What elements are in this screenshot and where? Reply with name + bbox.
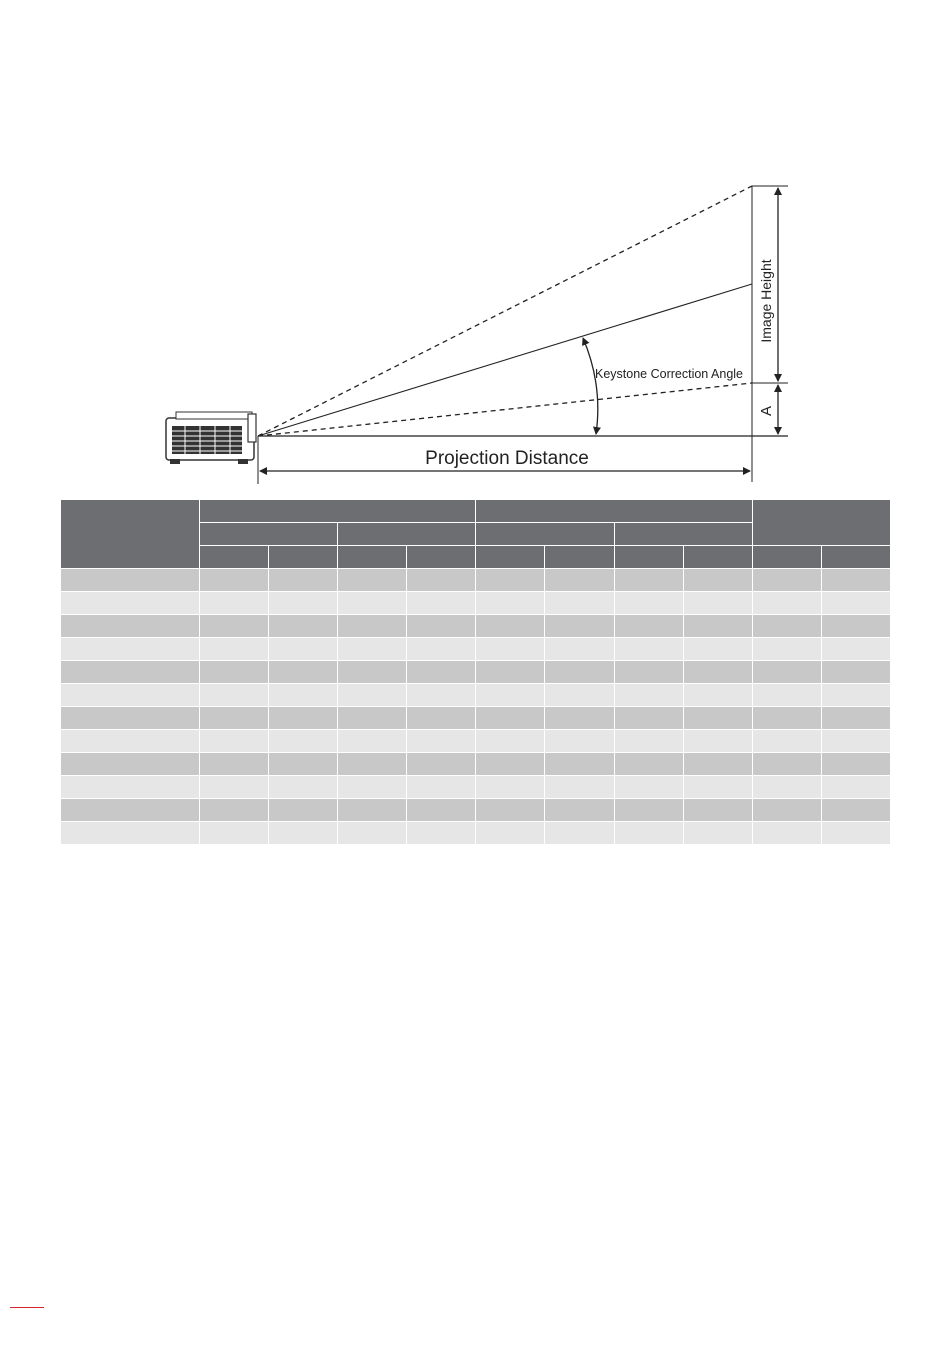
table-cell [545, 799, 614, 822]
table-cell [821, 776, 890, 799]
table-cell [545, 684, 614, 707]
table-header-cell [545, 546, 614, 569]
row-label-cell [61, 822, 199, 845]
table-cell [683, 822, 752, 845]
table-cell [476, 638, 545, 661]
table-cell [614, 707, 683, 730]
table-cell [683, 615, 752, 638]
table-cell [407, 753, 476, 776]
table-cell [268, 753, 337, 776]
table-cell [752, 638, 821, 661]
table-cell [614, 615, 683, 638]
table-cell [545, 730, 614, 753]
table-row [61, 822, 891, 845]
table-cell [199, 569, 268, 592]
table-cell [752, 799, 821, 822]
table-row [61, 592, 891, 615]
table-cell [821, 661, 890, 684]
table-header-cell [752, 500, 890, 546]
table-cell [476, 684, 545, 707]
table-cell [338, 822, 407, 845]
row-label-cell [61, 661, 199, 684]
table-cell [476, 799, 545, 822]
table-cell [545, 753, 614, 776]
row-label-cell [61, 753, 199, 776]
table-cell [614, 684, 683, 707]
table-cell [545, 638, 614, 661]
table-cell [821, 822, 890, 845]
table-cell [683, 592, 752, 615]
table-cell [821, 638, 890, 661]
table-cell [476, 592, 545, 615]
table-header-cell [338, 523, 476, 546]
table-cell [614, 569, 683, 592]
table-header-cell [614, 523, 752, 546]
table-cell [199, 661, 268, 684]
table-cell [407, 822, 476, 845]
table-cell [476, 753, 545, 776]
table-cell [752, 822, 821, 845]
table-cell [614, 799, 683, 822]
projection-distance-label: Projection Distance [425, 448, 589, 469]
table-cell [752, 592, 821, 615]
table-cell [199, 822, 268, 845]
projection-center-line [258, 284, 752, 436]
table-cell [407, 799, 476, 822]
table-cell [268, 776, 337, 799]
table-row [61, 799, 891, 822]
table-cell [476, 615, 545, 638]
table-cell [683, 684, 752, 707]
row-label-cell [61, 638, 199, 661]
table-cell [199, 799, 268, 822]
table-cell [752, 753, 821, 776]
table-cell [338, 684, 407, 707]
table-cell [821, 730, 890, 753]
table-cell [614, 776, 683, 799]
table-cell [338, 615, 407, 638]
table-cell [614, 592, 683, 615]
table-cell [545, 592, 614, 615]
table-cell [683, 707, 752, 730]
table-row [61, 615, 891, 638]
row-label-cell [61, 569, 199, 592]
table-header-cell [199, 546, 268, 569]
a-label: A [758, 405, 775, 417]
table-cell [199, 638, 268, 661]
table-cell [407, 638, 476, 661]
table-header-cell [614, 546, 683, 569]
image-height-label: Image Height [758, 259, 774, 343]
table-row [61, 753, 891, 776]
table-header-cell [407, 546, 476, 569]
table-cell [752, 684, 821, 707]
table-cell [821, 592, 890, 615]
table-cell [545, 822, 614, 845]
table-cell [199, 707, 268, 730]
table-header-cell [476, 500, 753, 523]
row-label-cell [61, 776, 199, 799]
table-row [61, 569, 891, 592]
table-cell [199, 753, 268, 776]
keystone-correction-label: Keystone Correction Angle [595, 367, 744, 381]
table-cell [407, 661, 476, 684]
table-cell [199, 730, 268, 753]
table-cell [683, 730, 752, 753]
table-cell [752, 730, 821, 753]
projection-top-dashed-line [258, 186, 752, 436]
table-row [61, 661, 891, 684]
table-header-cell [476, 523, 614, 546]
table-header-cell [338, 546, 407, 569]
table-cell [821, 684, 890, 707]
table-cell [268, 684, 337, 707]
table-cell [683, 661, 752, 684]
table-header-cell [683, 546, 752, 569]
table-cell [614, 822, 683, 845]
table-cell [821, 615, 890, 638]
table-cell [407, 684, 476, 707]
table-cell [476, 569, 545, 592]
projection-spec-table [61, 500, 891, 845]
table-header-cell [199, 500, 476, 523]
table-cell [338, 776, 407, 799]
table-cell [199, 615, 268, 638]
table-cell [821, 753, 890, 776]
table-cell [683, 638, 752, 661]
table-cell [199, 776, 268, 799]
table-cell [752, 707, 821, 730]
table-cell [407, 730, 476, 753]
table-row [61, 730, 891, 753]
table-cell [407, 776, 476, 799]
table-cell [338, 638, 407, 661]
table-cell [338, 799, 407, 822]
table-row [61, 707, 891, 730]
row-label-cell [61, 707, 199, 730]
projector-icon [166, 412, 256, 464]
table-cell [476, 730, 545, 753]
table-cell [476, 661, 545, 684]
table-cell [338, 661, 407, 684]
table-cell [199, 592, 268, 615]
table-cell [545, 776, 614, 799]
table-cell [545, 661, 614, 684]
table-cell [821, 569, 890, 592]
table-cell [476, 822, 545, 845]
table-cell [407, 615, 476, 638]
row-label-cell [61, 799, 199, 822]
table-cell [545, 707, 614, 730]
table-cell [476, 776, 545, 799]
table-row [61, 638, 891, 661]
table-row [61, 684, 891, 707]
table-cell [338, 753, 407, 776]
table-cell [614, 753, 683, 776]
table-cell [683, 753, 752, 776]
table-cell [752, 615, 821, 638]
table-cell [545, 615, 614, 638]
table-cell [614, 661, 683, 684]
row-label-cell [61, 615, 199, 638]
table-cell [338, 730, 407, 753]
table-cell [268, 707, 337, 730]
table-cell [268, 638, 337, 661]
table-header-cell [752, 546, 821, 569]
table-cell [338, 592, 407, 615]
table-cell [614, 730, 683, 753]
row-label-cell [61, 730, 199, 753]
table-row [61, 776, 891, 799]
table-cell [683, 569, 752, 592]
projection-diagram [0, 0, 950, 500]
table-cell [821, 799, 890, 822]
table-cell [683, 776, 752, 799]
table-cell [476, 707, 545, 730]
table-header-cell [821, 546, 890, 569]
table-cell [752, 661, 821, 684]
table-cell [407, 569, 476, 592]
table-cell [821, 707, 890, 730]
table-cell [268, 661, 337, 684]
table-cell [683, 799, 752, 822]
table-header-cell [199, 523, 337, 546]
table-cell [338, 707, 407, 730]
table-cell [268, 822, 337, 845]
footer-accent-line [10, 1307, 44, 1308]
table-cell [268, 569, 337, 592]
table-cell [268, 592, 337, 615]
table-cell [752, 776, 821, 799]
keystone-angle-arc [583, 338, 598, 434]
table-cell [268, 615, 337, 638]
table-cell [407, 707, 476, 730]
table-cell [268, 730, 337, 753]
table-cell [268, 799, 337, 822]
table-header-cell [61, 500, 199, 569]
table-cell [545, 569, 614, 592]
row-label-cell [61, 592, 199, 615]
table-cell [407, 592, 476, 615]
table-cell [752, 569, 821, 592]
table-header-cell [268, 546, 337, 569]
row-label-cell [61, 684, 199, 707]
table-cell [338, 569, 407, 592]
projection-bottom-dashed-line [258, 383, 752, 436]
table-cell [199, 684, 268, 707]
table-cell [614, 638, 683, 661]
table-header-cell [476, 546, 545, 569]
